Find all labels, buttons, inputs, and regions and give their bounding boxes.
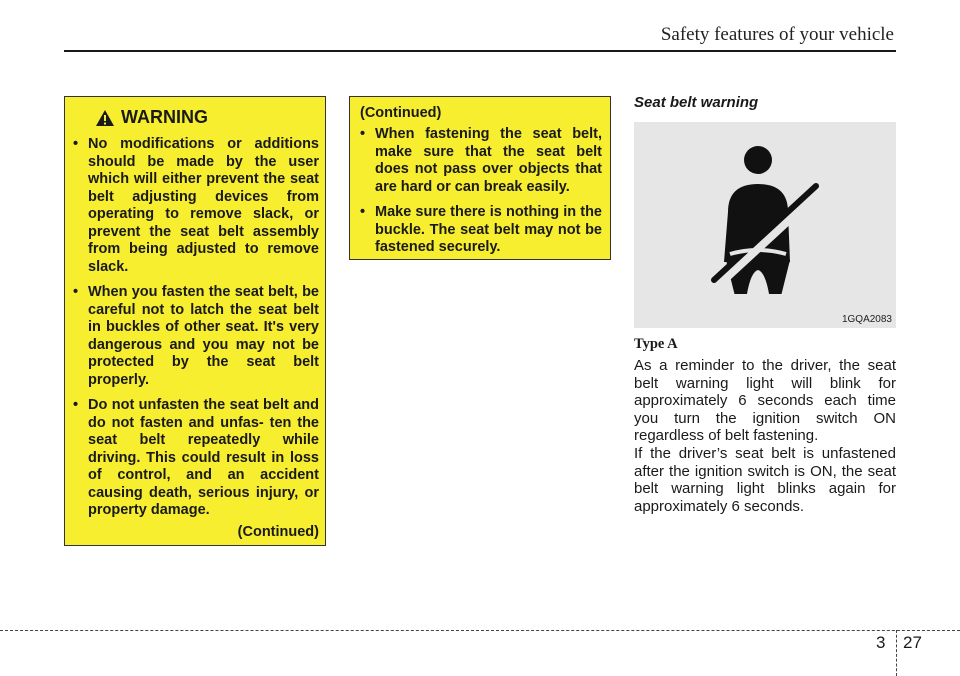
continued-item: • Make sure there is nothing in the buckle. The seat belt may not be fastened securely. — [360, 204, 602, 257]
continued-heading: (Continued) — [360, 105, 442, 121]
warning-title: WARNING — [121, 107, 208, 127]
seatbelt-figure — [634, 122, 896, 328]
warning-item: • No modifications or additions should be made by the user which will either prevent the seat belt adjusting devices from operating to remove slack, or prevent the seat belt assembly from being adjusted to remove slack. — [73, 136, 319, 276]
footer-divider — [896, 630, 897, 676]
warning-list — [73, 136, 319, 520]
type-label: Type A — [634, 336, 678, 352]
warning-heading — [95, 107, 319, 128]
page-number: 27 — [903, 633, 922, 652]
header-rule — [64, 50, 896, 52]
section-title: Seat belt warning — [634, 94, 759, 111]
continued-item: • When fastening the seat belt, make sure that the seat belt does not pass over objects that are hard or can break easily. — [360, 126, 602, 196]
warning-box — [64, 96, 326, 546]
continued-warning-box — [349, 96, 611, 260]
warning-continued-label: (Continued) — [237, 523, 319, 540]
figure-code: 1GQA2083 — [841, 314, 892, 325]
footer-rule — [0, 630, 960, 631]
header-title: Safety features of your vehicle — [660, 24, 894, 45]
body-paragraph: As a reminder to the driver, the seat belt warning light will blink for approximately 6 seconds each time you turn the ignition switch ON regardless of belt fastening. — [634, 357, 896, 444]
warning-item: • When you fasten the seat belt, be careful not to latch the seat belt in buckles of other seat. It's very dangerous and you may not be protected by the seat belt properly. — [73, 284, 319, 389]
continued-list — [360, 126, 602, 257]
seatbelt-warning-icon — [706, 134, 826, 294]
warning-triangle-icon — [95, 109, 115, 127]
body-paragraph: If the driver’s seat belt is unfastened after the ignition switch is ON, the seat belt warning light blinks again for approximately 6 seconds. — [634, 445, 896, 515]
warning-item: • Do not unfasten the seat belt and do not fasten and unfas- ten the seat belt repeatedly while driving. This could result in loss of control, and an accident causing death, serious injury, or property damage. — [73, 397, 319, 520]
page-chapter: 3 — [876, 633, 886, 652]
